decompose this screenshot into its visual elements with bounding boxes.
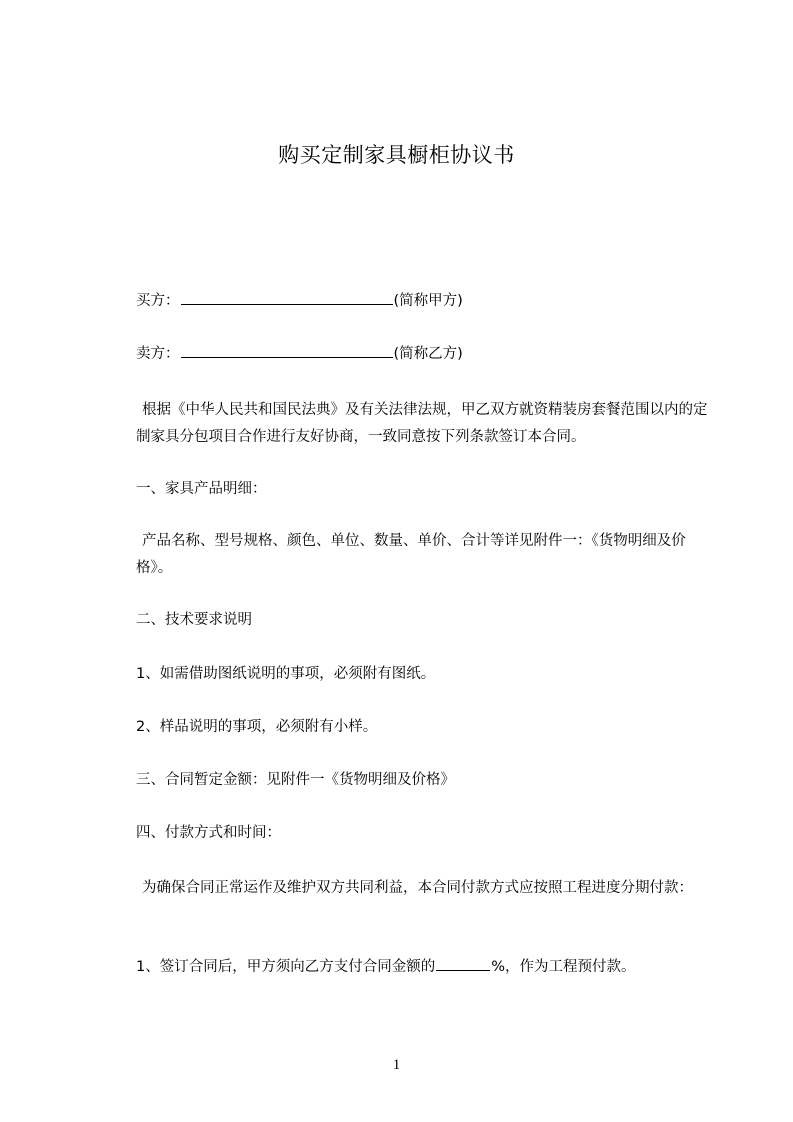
section1-paragraph — [136, 528, 716, 582]
buyer-name-blank[interactable] — [181, 289, 393, 305]
section1-text: 产品名称、型号规格、颜色、单位、数量、单价、合计等详见附件一：《货物明细及价格》。 — [136, 533, 686, 576]
section3-heading: 三、合同暂定金额：见附件一《货物明细及价格》 — [136, 772, 455, 788]
seller-suffix: (简称乙方) — [393, 346, 463, 362]
document-title: 购买定制家具橱柜协议书 — [278, 143, 515, 167]
prepayment-percent-blank[interactable] — [436, 955, 490, 971]
section2-item1: 1、如需借助图纸说明的事项，必须附有图纸。 — [136, 666, 436, 682]
section4-item1 — [136, 954, 716, 980]
seller-line — [136, 341, 716, 367]
buyer-line — [136, 288, 716, 314]
intro-paragraph — [136, 397, 716, 451]
section2-heading: 二、技术要求说明 — [136, 612, 252, 628]
section2-item2: 2、样品说明的事项，必须附有小样。 — [136, 719, 378, 735]
page-number: 1 — [392, 1057, 401, 1073]
section4-paragraph — [136, 875, 716, 902]
seller-label: 卖方： — [136, 346, 180, 362]
buyer-label: 买方： — [136, 293, 180, 309]
buyer-suffix: (简称甲方) — [393, 293, 463, 309]
section4-item1-before: 1、签订合同后，甲方须向乙方支付合同金额的 — [136, 959, 436, 975]
section1-heading: 一、家具产品明细： — [136, 481, 267, 497]
intro-text: 根据《中华人民共和国民法典》及有关法律法规，甲乙双方就资精装房套餐范围以内的定制家具分包项目合作进行友好协商，一致同意按下列条款签订本合同。 — [136, 402, 708, 445]
section4-heading: 四、付款方式和时间： — [136, 825, 281, 841]
section4-item1-after: %，作为工程预付款。 — [491, 959, 636, 975]
section4-text: 为确保合同正常运作及维护双方共同利益，本合同付款方式应按照工程进度分期付款： — [142, 880, 693, 896]
seller-name-blank[interactable] — [181, 342, 393, 358]
